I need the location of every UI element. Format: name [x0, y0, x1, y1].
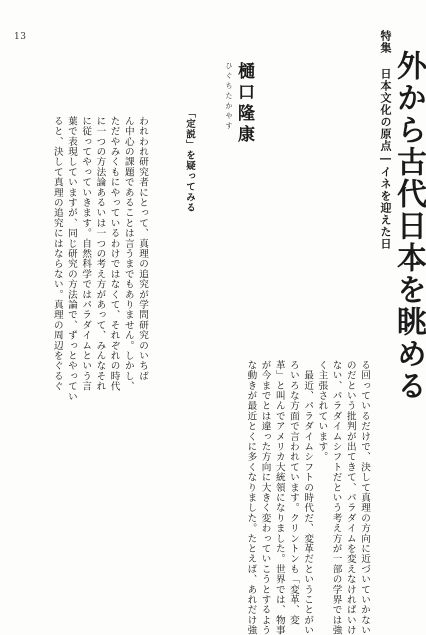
- article-title: 外から古代日本を眺める: [391, 50, 426, 402]
- text-line: ろいろな方面で言われています。クリントンも「変革、変: [287, 360, 299, 626]
- text-line: な動きが最近とくに多くなりました。たとえば、あれだけ強: [245, 360, 257, 635]
- text-line: われわれ研究者にとって、真理の追究が学問研究のいちば: [137, 116, 148, 382]
- text-line: く主張されています。: [316, 360, 328, 462]
- text-line: る回っているだけで、決して真理の方向に近づいていかない: [359, 360, 370, 635]
- text-line: が今までとは違った方向に大きく変わっていこうとするよう: [259, 360, 271, 635]
- text-line: に一つの方法論あるいは一つの考え方があって、みんなそれ: [94, 116, 106, 392]
- author-ruby: ひぐちたかやす: [225, 62, 233, 132]
- page-number: 13: [14, 32, 27, 42]
- text-line: ない、パラダイムシフトだという考え方が一部の学界では強: [330, 360, 342, 635]
- text-line: 葉で表現していますが、同じ研究の方法論で、ずっとやってい: [65, 116, 77, 402]
- text-line: ると、決して真理の追究にはならない。真理の周辺をぐるぐ: [51, 116, 63, 392]
- body-lower: [243, 360, 371, 635]
- text-line: 最近、パラダイムシフトの時代だ、変革だということがい: [302, 360, 314, 635]
- text-line: 革」と叫んでアメリカ大統領になりました。世界では、物事: [273, 360, 285, 635]
- author-name: 樋口隆康: [234, 62, 254, 146]
- text-line: のだという批判が出てきて、パラダイムを変えなければいけ: [344, 360, 356, 635]
- text-line: ん中心の課題であることは言うまでもありません。しかし、: [122, 116, 134, 392]
- series-label: 特集 日本文化の原点―イネを迎えた日: [379, 30, 392, 250]
- text-line: に従ってやっていきます。自然科学ではパラダイムという言: [80, 116, 92, 392]
- body-upper: [50, 116, 149, 402]
- section-subhead: 「定説」を疑ってみる: [184, 108, 195, 213]
- text-line: ただやみくもにやっているわけではなくて、それぞれの時代: [108, 116, 120, 392]
